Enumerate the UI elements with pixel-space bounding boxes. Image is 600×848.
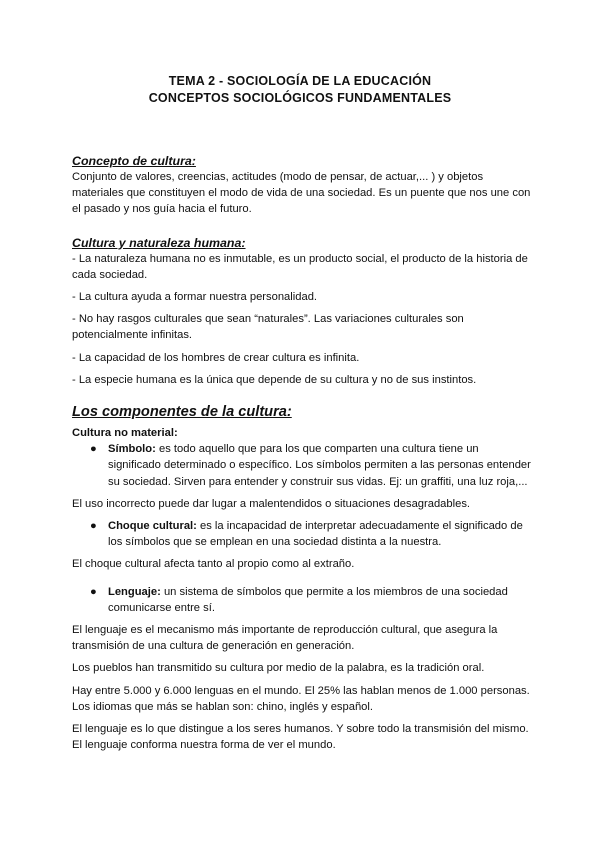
document-body [72,153,532,753]
naturaleza-item-3: - No hay rasgos culturales que sean “naturales”. Las variaciones culturales son potencialmente infinitas. [72,313,464,342]
bullet-icon: ● [90,585,97,598]
choque-term: Choque cultural: [108,520,197,533]
bullet-choque-cultural [72,518,532,550]
heading-cultura-naturaleza: Cultura y naturaleza humana: [72,235,246,250]
bullet-icon: ● [90,520,97,533]
simbolo-term: Símbolo: [108,443,156,456]
document-title [0,73,600,107]
concepto-cultura-text: Conjunto de valores, creencias, actitudes (modo de pensar, de actuar,... ) y objetos materiales que constituyen el modo de vida de una sociedad. Es un puente que nos une con el pasado y nos guía hacia el futuro. [72,171,531,216]
simbolo-text: es todo aquello que para los que comparten una cultura tiene un significado determinado o específico. Los símbolos permiten a las personas entender su sociedad. Sirven para entender y construir sus vidas. Ej: un graffiti, una luz roja,... [108,443,531,488]
naturaleza-item-2: - La cultura ayuda a formar nuestra personalidad. [72,291,318,304]
naturaleza-item-5: - La especie humana es la única que depende de su cultura y no de sus instintos. [72,373,477,386]
choque-text: es la incapacidad de interpretar adecuadamente el significado de los símbolos que se emplean en una sociedad distinta a la nuestra. [108,520,523,549]
bullet-lenguaje [72,584,532,616]
paragraph-distingue: El lenguaje es lo que distingue a los seres humanos. Y sobre todo la transmisión del mismo. El lenguaje conforma nuestra forma de ver el mundo. [72,723,529,752]
paragraph-choque-afecta: El choque cultural afecta tanto al propio como al extraño. [72,558,355,571]
paragraph-uso-incorrecto: El uso incorrecto puede dar lugar a malentendidos o situaciones desagradables. [72,497,471,510]
heading-concepto-cultura: Concepto de cultura: [72,154,196,168]
heading-componentes-cultura: Los componentes de la cultura: [72,404,292,421]
lenguaje-term: Lenguaje: [108,585,161,598]
naturaleza-item-1: - La naturaleza humana no es inmutable, es un producto social, el producto de la historia de cada sociedad. [72,252,528,281]
paragraph-tradicion-oral: Los pueblos han transmitido su cultura por medio de la palabra, es la tradición oral. [72,662,485,675]
naturaleza-item-4: - La capacidad de los hombres de crear cultura es infinita. [72,351,360,364]
paragraph-lenguas-mundo: Hay entre 5.000 y 6.000 lenguas en el mundo. El 25% las hablan menos de 1.000 personas. Los idiomas que más se hablan son: chino, inglés y español. [72,684,530,713]
lenguaje-text: un sistema de símbolos que permite a los miembros de una sociedad comunicarse entre sí. [108,585,508,614]
bullet-icon: ● [90,443,97,456]
paragraph-mecanismo: El lenguaje es el mecanismo más importante de reproducción cultural, que asegura la transmisión de una cultura de generación en generación. [72,624,498,653]
title-line-1: TEMA 2 - SOCIOLOGÍA DE LA EDUCACIÓN [168,74,432,88]
bullet-simbolo [72,441,532,490]
subheading-cultura-no-material: Cultura no material: [72,427,178,440]
title-line-2: CONCEPTOS SOCIOLÓGICOS FUNDAMENTALES [148,91,452,105]
